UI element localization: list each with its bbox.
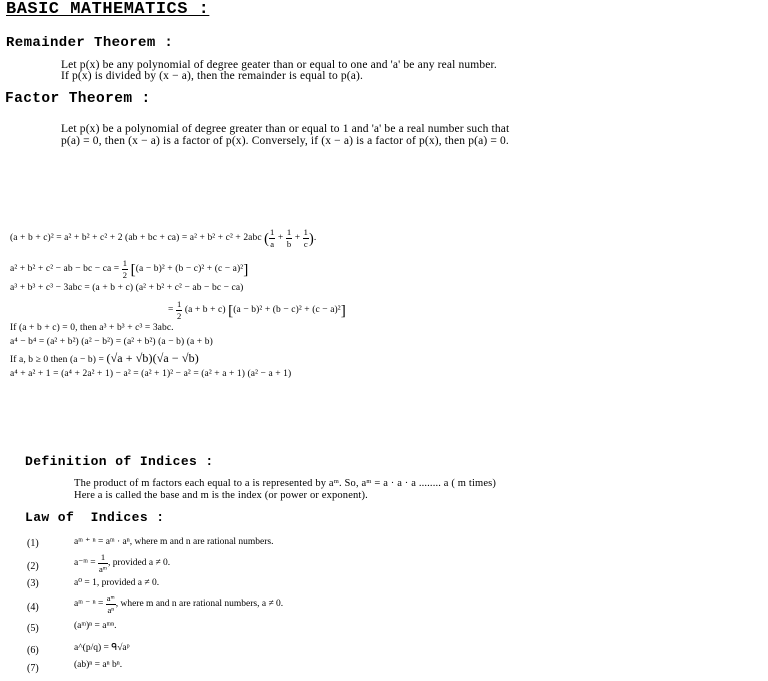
law-condition: , provided a ≠ 0.	[107, 558, 171, 569]
denominator: 2	[176, 310, 182, 321]
identity-zero-sum-condition: If (a + b + c) = 0, then a³ + b³ + c³ = 3abc.	[10, 323, 174, 333]
denominator: aⁿ	[107, 604, 114, 615]
identity-square-of-sum-text: (a + b + c)² = a² + b² + c² + 2 (ab + bc + ca) = a² + b² + c² + 2abc	[10, 233, 262, 244]
fraction-one-half	[122, 259, 128, 279]
remainder-theorem-heading: Remainder Theorem :	[6, 35, 174, 51]
factor-theorem-heading: Factor Theorem :	[5, 91, 151, 107]
law-number: (1)	[27, 538, 39, 549]
indices-definition-heading: Definition of Indices :	[25, 454, 214, 469]
identity-sum-of-cubes-alt	[168, 300, 346, 320]
fraction-one-over-b	[286, 228, 292, 248]
identity-sum-of-cubes: a³ + b³ + c³ − 3abc = (a + b + c) (a² + b² + c² − ab − bc − ca)	[10, 283, 244, 293]
bracket-open: [	[228, 302, 234, 320]
identity-square-of-sum	[10, 228, 316, 248]
law-number: (2)	[27, 561, 39, 572]
identity-sum-of-squares-minus-products	[10, 259, 248, 279]
factor-theorem-line-1: Let p(x) be a polynomial of degree greater than or equal to 1 and 'a' be a real number such that	[61, 123, 510, 135]
paren-close: )	[309, 231, 314, 248]
indices-definition-line-1: The product of m factors each equal to a is represented by aᵐ. So, aᵐ = a · a · a ........ a ( m times)	[74, 478, 497, 489]
denominator: a	[270, 238, 275, 249]
fraction-one-over-a	[269, 228, 275, 248]
law-product-rule: aᵐ ⁺ ⁿ = aᵐ · aⁿ, where m and n are rational numbers.	[74, 537, 274, 547]
law-condition: , where m and n are rational numbers, a ≠ 0.	[115, 599, 284, 610]
identity-left-side: a² + b² + c² − ab − bc − ca =	[10, 264, 120, 275]
identity-right-side: (√a + √b)(√a − √b)	[106, 351, 199, 365]
identity-left-side: If a, b ≥ 0 then (a − b) =	[10, 355, 104, 365]
plus-sign: +	[277, 233, 284, 244]
equals-sign: =	[168, 305, 174, 316]
law-left-side: a⁻ᵐ =	[74, 558, 96, 569]
remainder-theorem-line-2: If p(x) is divided by (x − a), then the remainder is equal to p(a).	[61, 70, 364, 82]
law-number: (5)	[27, 623, 39, 634]
numerator: aᵐ	[106, 593, 115, 603]
remainder-theorem-line-1: Let p(x) be any polynomial of degree geater than or equal to one and 'a' be any real number.	[61, 59, 497, 71]
indices-definition-line-2: Here a is called the base and m is the index (or power or exponent).	[74, 490, 368, 501]
bracket-close: ]	[243, 261, 249, 279]
identity-right-side: (a − b)² + (b − c)² + (c − a)²	[233, 305, 341, 316]
law-quotient-rule	[74, 594, 283, 614]
identity-difference-of-fourth-powers: a⁴ − b⁴ = (a² + b²) (a² − b²) = (a² + b²) (a − b) (a + b)	[10, 337, 213, 347]
identity-fourth-power-factorization: a⁴ + a² + 1 = (a⁴ + 2a² + 1) − a² = (a² + 1)² − a² = (a² + a + 1) (a² − a + 1)	[10, 369, 292, 379]
fraction-a-m-over-a-n	[106, 594, 116, 614]
law-power-of-power: (aᵐ)ⁿ = aᵐⁿ.	[74, 621, 117, 631]
identity-middle: (a + b + c)	[184, 305, 226, 316]
numerator: 1	[303, 227, 309, 237]
law-negative-exponent	[74, 553, 170, 573]
numerator: 1	[176, 299, 182, 309]
law-number: (4)	[27, 602, 39, 613]
fraction-one-half	[176, 300, 182, 320]
paren-open: (	[264, 231, 270, 248]
denominator: b	[286, 238, 292, 249]
factor-theorem-line-2: p(a) = 0, then (x − a) is a factor of p(x). Conversely, if (x − a) is a factor of p(x), then p(a) = 0.	[61, 135, 509, 147]
law-zero-exponent: a⁰ = 1, provided a ≠ 0.	[74, 578, 160, 588]
denominator: 2	[122, 269, 128, 280]
denominator: c	[303, 238, 308, 249]
plus-sign: +	[294, 233, 301, 244]
law-number: (3)	[27, 578, 39, 589]
page-title: BASIC MATHEMATICS :	[6, 0, 210, 19]
period: .	[313, 233, 317, 244]
denominator: aᵐ	[98, 563, 107, 574]
bracket-close: ]	[340, 302, 346, 320]
bracket-open: [	[130, 261, 136, 279]
law-of-indices-heading: Law of Indices :	[25, 510, 165, 525]
law-left-side: aᵐ ⁻ ⁿ =	[74, 599, 104, 610]
numerator: 1	[122, 258, 128, 268]
identity-difference-roots	[10, 351, 199, 366]
numerator: 1	[286, 227, 292, 237]
law-number: (7)	[27, 663, 39, 674]
numerator: 1	[270, 227, 275, 237]
identity-right-side: (a − b)² + (b − c)² + (c − a)²	[135, 264, 244, 275]
fraction-one-over-a-m	[98, 553, 108, 573]
numerator: 1	[100, 552, 106, 562]
law-power-of-product: (ab)ⁿ = aⁿ bⁿ.	[74, 660, 123, 670]
law-rational-exponent: a^(p/q) = ᑫ√aᵖ	[74, 643, 130, 653]
law-number: (6)	[27, 645, 39, 656]
